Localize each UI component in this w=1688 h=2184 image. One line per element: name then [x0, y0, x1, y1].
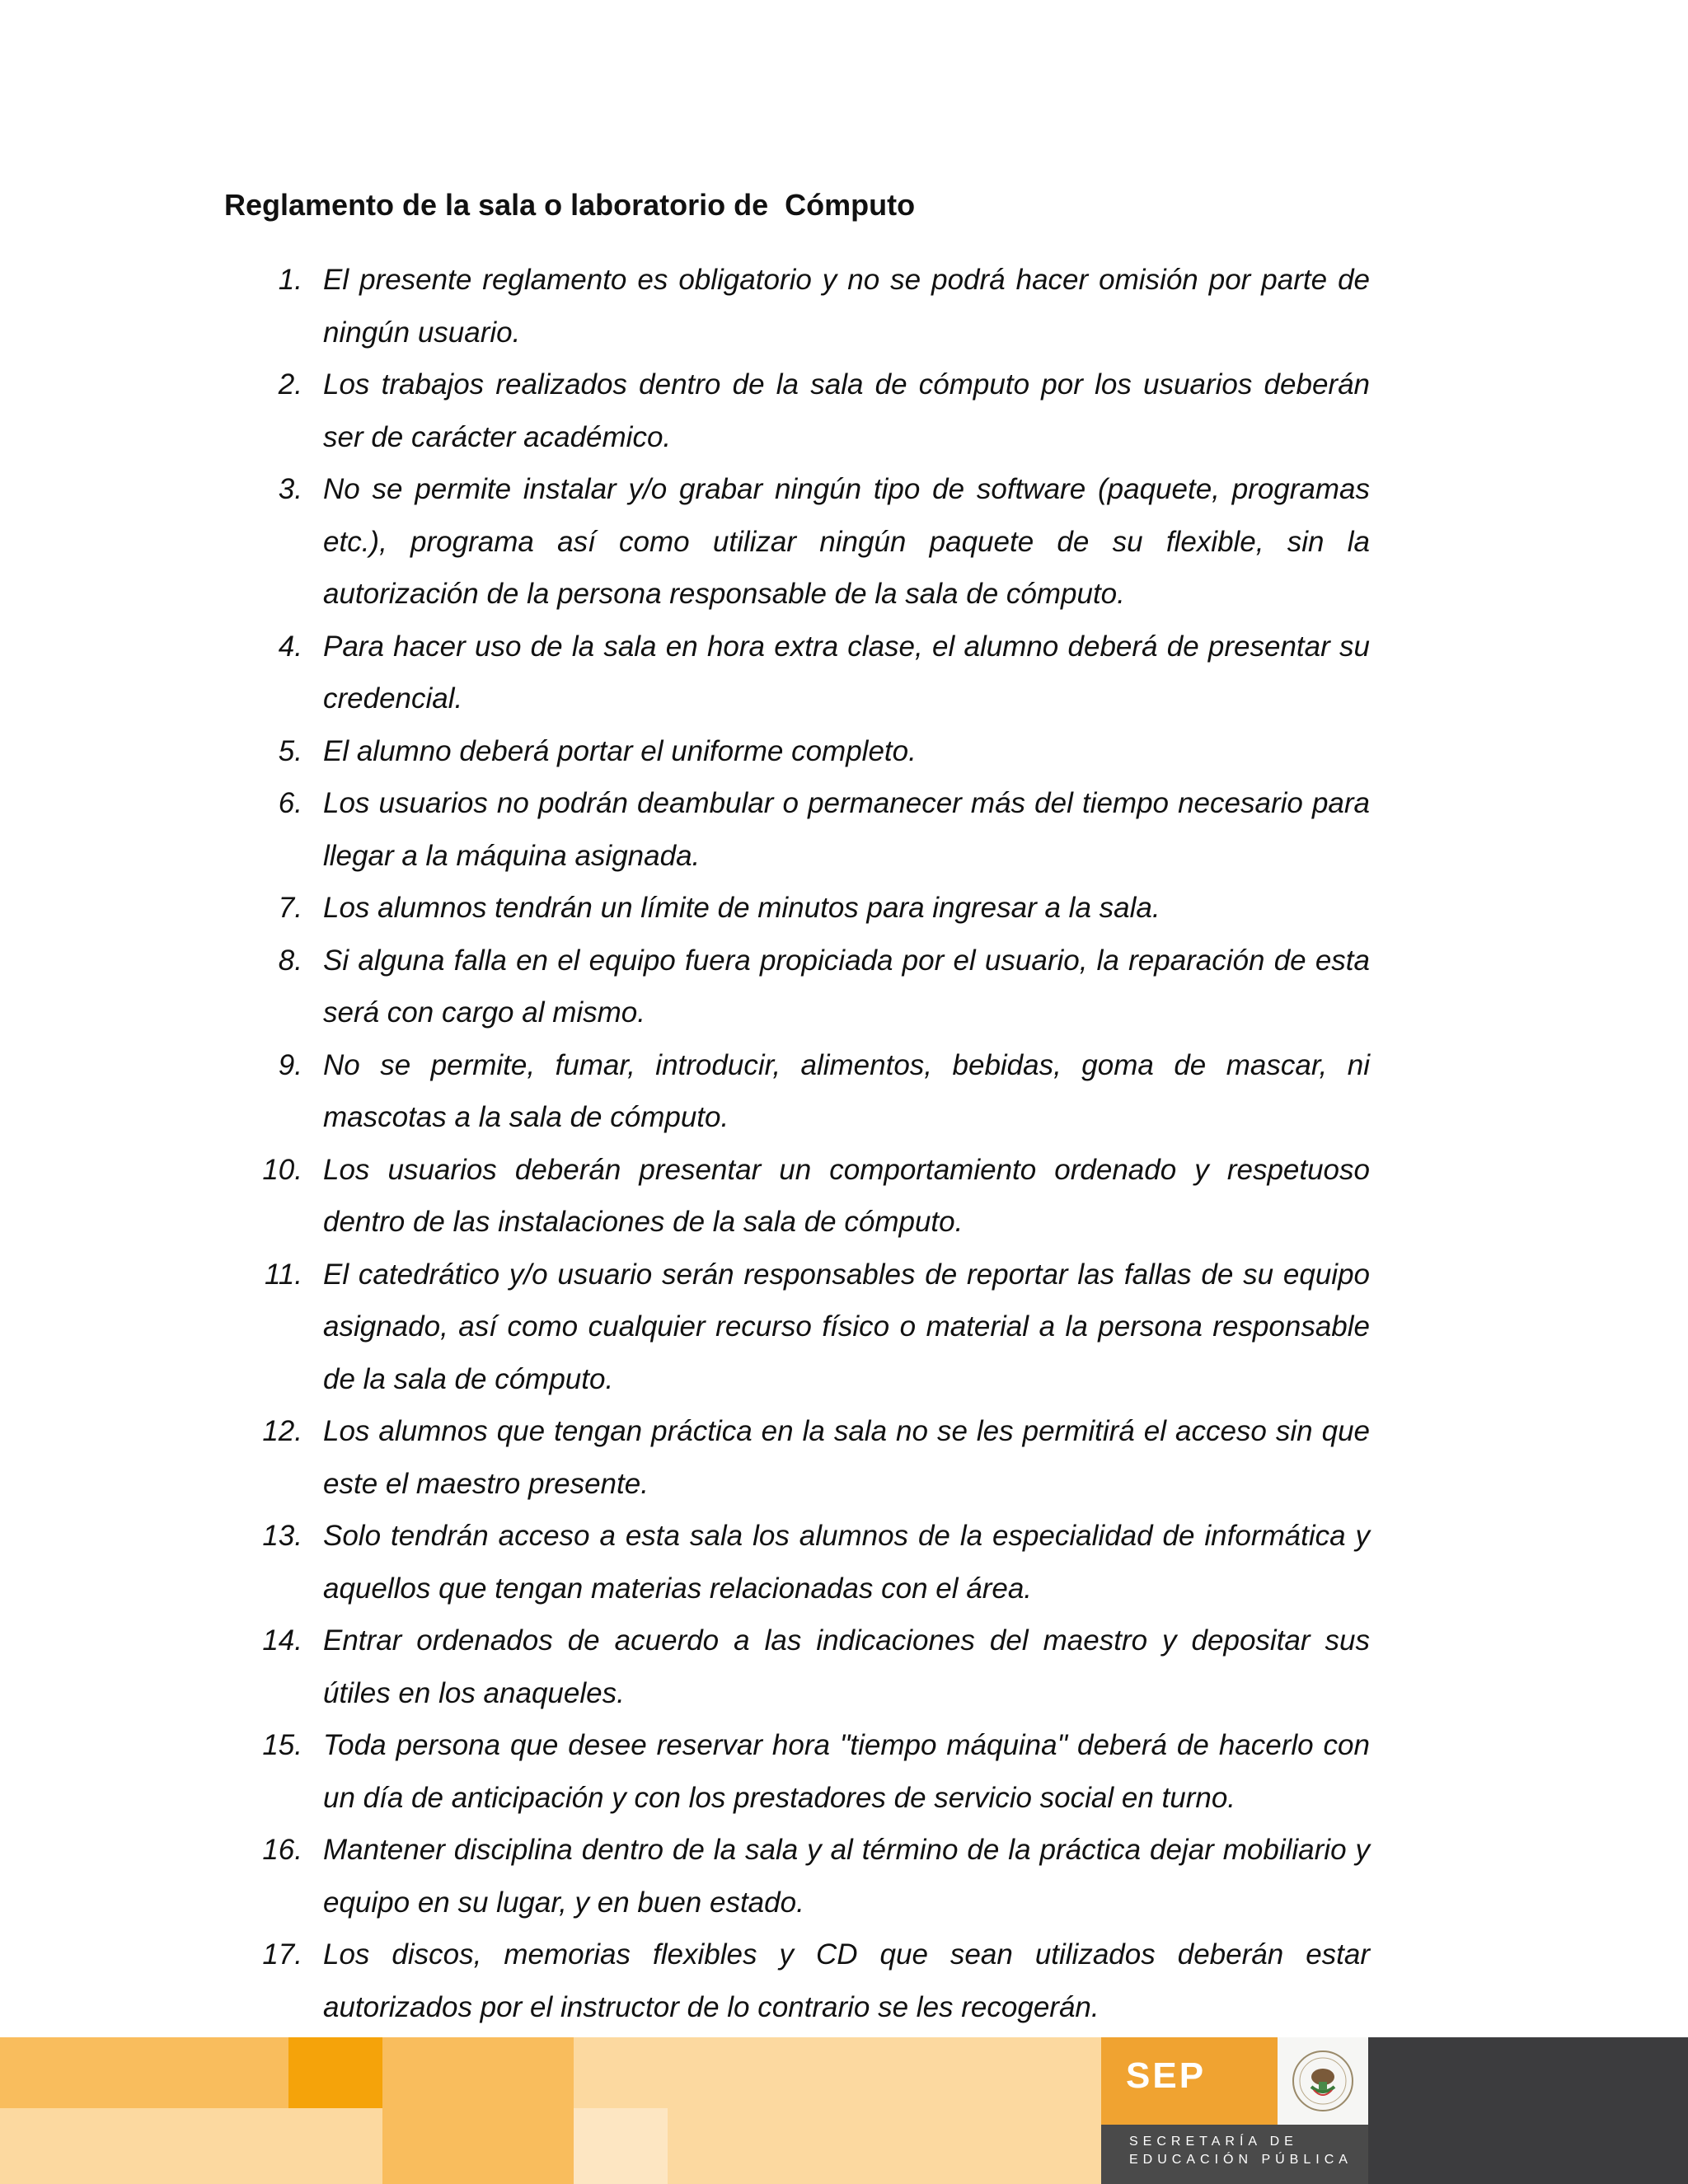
rule-number: 14.: [262, 1624, 302, 1657]
footer-block: [0, 2037, 288, 2108]
rule-text: Los alumnos tendrán un límite de minutos para ingresar a la sala.: [323, 892, 1160, 924]
rule-number: 6.: [278, 787, 302, 819]
rule-number: 5.: [278, 734, 302, 767]
rule-number: 16.: [262, 1834, 302, 1866]
rule-text: El catedrático y/o usuario serán responsables de reportar las fallas de su equipo asignado, así como cualquier recurso físico o material a la persona responsable de la sala de cómputo.: [323, 1258, 1378, 1395]
rule-text: Para hacer uso de la sala en hora extra clase, el alumno deberá de presentar su credencial.: [323, 630, 1378, 715]
rule-text: El alumno deberá portar el uniforme completo.: [323, 734, 917, 767]
rule-text: Los discos, memorias flexibles y CD que sean utilizados deberán estar autorizados por el instructor de lo contrario se les recogerán.: [323, 1938, 1378, 2023]
list-item: [224, 463, 1442, 621]
footer-block: [668, 2108, 1101, 2184]
list-item: [224, 1039, 1378, 1144]
footer-block: [288, 2037, 382, 2108]
list-item: [224, 882, 1370, 935]
rule-text: Los trabajos realizados dentro de la sala de cómputo por los usuarios deberán ser de carácter académico.: [323, 368, 1378, 453]
rule-text: Si alguna falla en el equipo fuera propiciada por el usuario, la reparación de esta será con cargo al mismo.: [323, 944, 1378, 1029]
rule-number: 2.: [278, 368, 302, 401]
list-item: [224, 621, 1378, 725]
list-item: [224, 359, 1378, 463]
rule-text: No se permite instalar y/o grabar ningún tipo de software (paquete, programas etc.), programa así como utilizar ningún paquete de su flexible, sin la autorización de la persona responsable de la sala de cómputo.: [323, 473, 1442, 610]
list-item: [224, 1719, 1378, 1824]
list-item: [224, 1405, 1378, 1510]
rule-number: 9.: [278, 1048, 302, 1081]
rule-number: 11.: [264, 1258, 302, 1291]
rule-text: Toda persona que desee reservar hora "tiempo máquina" deberá de hacerlo con un día de anticipación y con los prestadores de servicio social en turno.: [323, 1729, 1378, 1814]
rule-text: Los usuarios deberán presentar un comportamiento ordenado y respetuoso dentro de las instalaciones de la sala de cómputo.: [323, 1153, 1378, 1238]
footer-dark-block: [1368, 2037, 1688, 2184]
list-item: [224, 254, 1378, 359]
rule-number: 12.: [262, 1415, 302, 1447]
footer-block: [0, 2108, 382, 2184]
rule-text: Entrar ordenados de acuerdo a las indicaciones del maestro y depositar sus útiles en los anaqueles.: [323, 1624, 1378, 1709]
rule-text: No se permite, fumar, introducir, alimentos, bebidas, goma de mascar, ni mascotas a la sala de cómputo.: [323, 1048, 1378, 1133]
rule-number: 1.: [278, 264, 302, 296]
rule-number: 8.: [278, 944, 302, 977]
rule-number: 3.: [278, 473, 302, 505]
list-item: [224, 725, 1370, 778]
rule-number: 13.: [262, 1520, 302, 1552]
org-name-line1: SECRETARÍA DE: [1129, 2135, 1298, 2149]
org-name-line2: EDUCACIÓN PÚBLICA: [1129, 2153, 1353, 2167]
footer-band: [0, 2037, 1688, 2184]
list-item: [224, 1929, 1378, 2033]
footer-block: [574, 2108, 668, 2184]
list-item: [224, 777, 1378, 882]
rule-number: 7.: [278, 892, 302, 924]
list-item: [224, 1144, 1378, 1249]
mexican-coat-of-arms-icon: [1278, 2037, 1368, 2125]
seal-box: [1278, 2037, 1368, 2125]
rule-number: 10.: [262, 1153, 302, 1186]
footer-block: [574, 2037, 1101, 2108]
rules-list: [224, 254, 1442, 2033]
rule-text: Los alumnos que tengan práctica en la sala no se les permitirá el acceso sin que este el maestro presente.: [323, 1415, 1378, 1500]
rule-text: Los usuarios no podrán deambular o permanecer más del tiempo necesario para llegar a la máquina asignada.: [323, 787, 1378, 872]
rule-number: 17.: [262, 1938, 302, 1971]
list-item: [224, 1824, 1378, 1929]
sep-logo: SEP: [1126, 2055, 1207, 2096]
rule-text: Mantener disciplina dentro de la sala y al término de la práctica dejar mobiliario y equipo en su lugar, y en buen estado.: [323, 1834, 1378, 1919]
list-item: [224, 1615, 1378, 1719]
list-item: [224, 1510, 1378, 1615]
document-title: Reglamento de la sala o laboratorio de Cómputo: [224, 188, 916, 222]
rule-text: Solo tendrán acceso a esta sala los alumnos de la especialidad de informática y aquellos que tengan materias relacionadas con el área.: [323, 1520, 1378, 1605]
list-item: [224, 1249, 1378, 1406]
list-item: [224, 935, 1378, 1039]
footer-block: [382, 2037, 574, 2184]
rule-text: El presente reglamento es obligatorio y no se podrá hacer omisión por parte de ningún usuario.: [323, 264, 1378, 349]
rule-number: 15.: [262, 1729, 302, 1761]
rule-number: 4.: [278, 630, 302, 663]
